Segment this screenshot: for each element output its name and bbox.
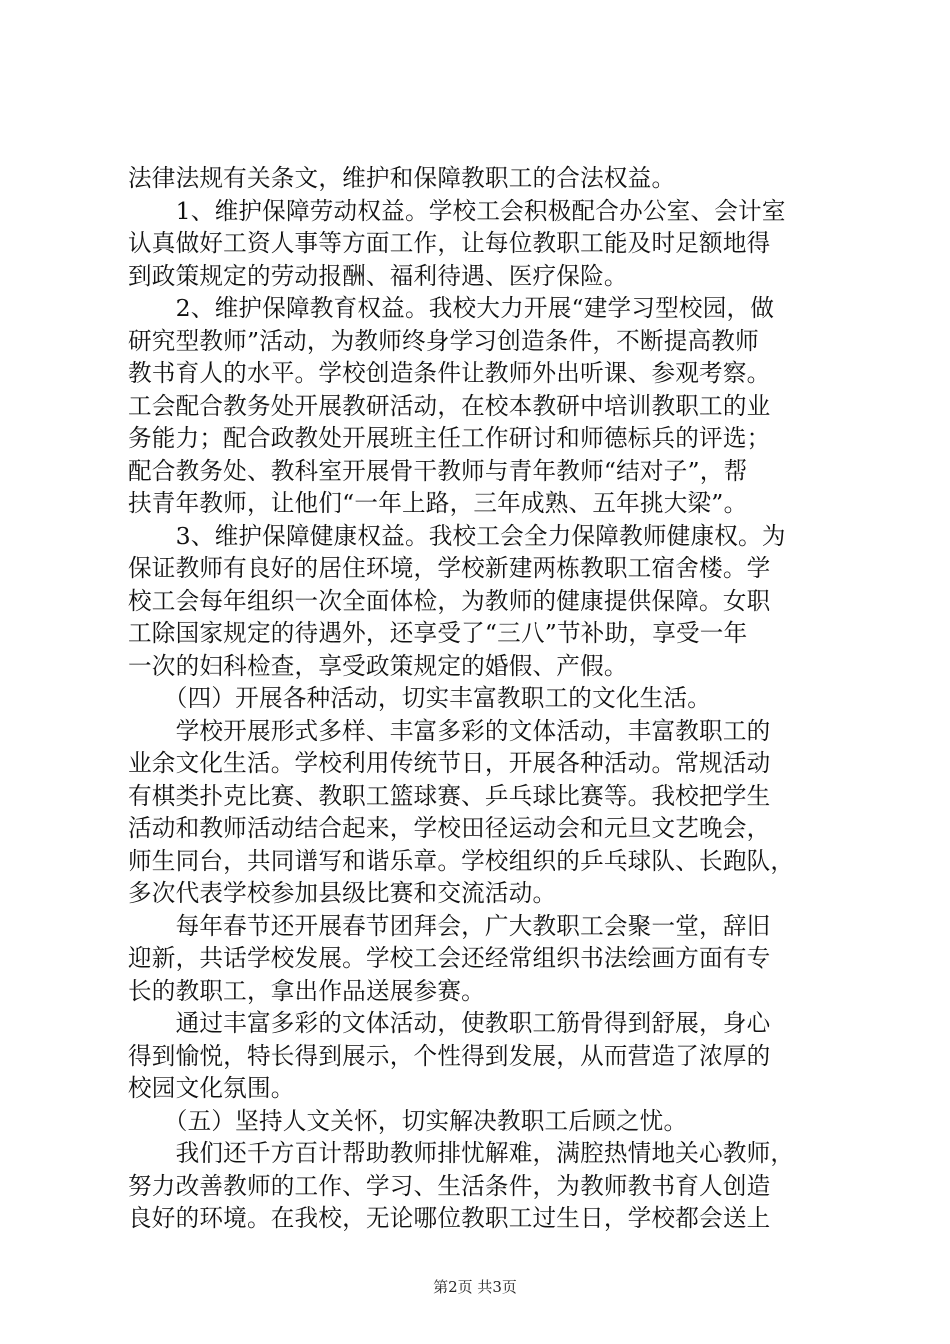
text-line: 业余文化生活。学校利用传统节日，开展各种活动。常规活动: [128, 749, 771, 777]
text-line: （五）坚持人文关怀，切实解决教职工后顾之忧。: [128, 1106, 688, 1135]
text-line: 通过丰富多彩的文体活动，使教职工筋骨得到舒展，身心: [128, 1009, 771, 1037]
text-line: 学校开展形式多样、丰富多彩的文体活动，丰富教职工的: [128, 716, 771, 745]
text-line: 有棋类扑克比赛、教职工篮球赛、乒乓球比赛等。我校把学生: [128, 781, 771, 810]
text-line: 保证教师有良好的居住环境，学校新建两栋教职工宿舍楼。学: [128, 554, 771, 582]
text-line: 迎新，共话学校发展。学校工会还经常组织书法绘画方面有专: [128, 944, 771, 972]
text-line: 师生同台，共同谱写和谐乐章。学校组织的乒乓球队、长跑队，: [128, 846, 795, 875]
text-line: 3、维护保障健康权益。我校工会全力保障教师健康权。为: [128, 521, 786, 550]
text-line: 长的教职工，拿出作品送展参赛。: [128, 976, 485, 1005]
text-line: 2、维护保障教育权益。我校大力开展“建学习型校园，做: [128, 294, 775, 322]
page-footer: 第2页 共3页: [433, 1278, 517, 1296]
text-line: 认真做好工资人事等方面工作，让每位教职工能及时足额地得: [128, 229, 771, 257]
text-line: 每年春节还开展春节团拜会，广大教职工会聚一堂，辞旧: [128, 911, 771, 940]
text-line: 1、维护保障劳动权益。学校工会积极配合办公室、会计室: [128, 196, 786, 225]
text-line: 扶青年教师，让他们“一年上路，三年成熟、五年挑大梁”。: [128, 489, 748, 517]
text-line: 工会配合教务处开展教研活动，在校本教研中培训教职工的业: [128, 391, 771, 420]
text-line: 活动和教师活动结合起来，学校田径运动会和元旦文艺晚会，: [128, 814, 771, 842]
text-line: 工除国家规定的待遇外，还享受了“三八”节补助，享受一年: [128, 619, 748, 647]
text-line: 一次的妇科检查，享受政策规定的婚假、产假。: [128, 651, 628, 680]
text-line: （四）开展各种活动，切实丰富教职工的文化生活。: [128, 684, 712, 712]
text-line: 校工会每年组织一次全面体检，为教师的健康提供保障。女职: [128, 586, 771, 615]
text-line: 法律法规有关条文，维护和保障教职工的合法权益。: [128, 164, 676, 192]
text-line: 我们还千方百计帮助教师排忧解难，满腔热情地关心教师，: [128, 1139, 795, 1167]
text-line: 教书育人的水平。学校创造条件让教师外出听课、参观考察。: [128, 359, 771, 387]
text-line: 务能力；配合政教处开展班主任工作研讨和师德标兵的评选；: [128, 424, 771, 452]
text-line: 研究型教师”活动，为教师终身学习创造条件，不断提高教师: [128, 326, 759, 355]
text-line: 多次代表学校参加县级比赛和交流活动。: [128, 879, 557, 907]
text-line: 校园文化氛围。: [128, 1074, 295, 1102]
text-line: 到政策规定的劳动报酬、福利待遇、医疗保险。: [128, 261, 628, 290]
document-body: [128, 162, 828, 1235]
text-line: 得到愉悦，特长得到展示，个性得到发展，从而营造了浓厚的: [128, 1041, 771, 1070]
text-line: 良好的环境。在我校，无论哪位教职工过生日，学校都会送上: [128, 1204, 771, 1232]
text-line: 努力改善教师的工作、学习、生活条件，为教师教书育人创造: [128, 1171, 771, 1200]
text-line: 配合教务处、教科室开展骨干教师与青年教师“结对子”，帮: [128, 456, 748, 485]
